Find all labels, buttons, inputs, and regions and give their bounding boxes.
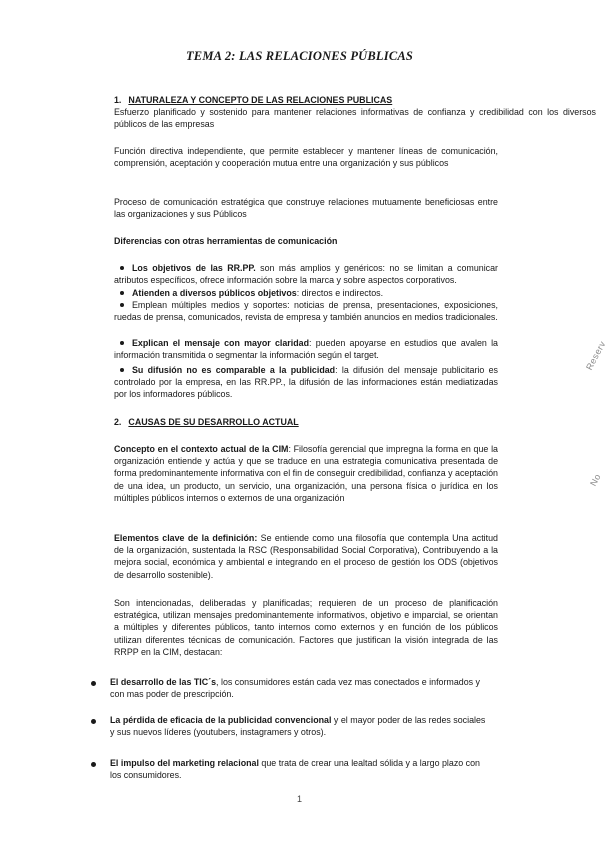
bullet-icon — [91, 719, 96, 724]
bullet-icon — [120, 368, 124, 372]
definition-2: Función directiva independiente, que permite establecer y mantener líneas de comunicación, comprensión, aceptación y cooperación mutua entre una organización y sus públicos — [114, 146, 498, 169]
factor-item: La pérdida de eficacia de la publicidad convencional y el mayor poder de las redes sociales y sus nuevos líderes (youtubers, instagramers y otros). — [110, 715, 486, 738]
bullet-icon — [91, 681, 96, 686]
factor-item: El desarrollo de las TIC´s, los consumidores están cada vez mas conectados e informados y con mas poder de prescripción. — [110, 677, 480, 700]
section1-number: 1. — [114, 95, 122, 105]
definition-3: Proceso de comunicación estratégica que construye relaciones mutuamente beneficiosas entre las organizaciones y sus Públicos — [114, 197, 498, 220]
watermark-text: No — [588, 471, 603, 488]
bullet-icon — [91, 762, 96, 767]
differences-heading: Diferencias con otras herramientas de comunicación — [114, 236, 338, 246]
page-number: 1 — [296, 794, 302, 804]
bullet-item: Emplean múltiples medios y soportes: noticias de prensa, presentaciones, exposiciones, ruedas de prensa, comunicados, revista de empresa y también anuncios en medios tradicionales. — [114, 300, 498, 323]
section1-heading-text: NATURALEZA Y CONCEPTO DE LAS RELACIONES PUBLICAS — [128, 95, 393, 105]
factor-item: El impulso del marketing relacional que trata de crear una lealtad sólida y a largo plazo con los consumidores. — [110, 758, 480, 781]
bullet-item: Los objetivos de las RR.PP. son más amplios y genéricos: no se limitan a comunicar atributos específicos, ofrece información sobre la marca y sobre aspectos corporativos. — [114, 263, 498, 286]
section2-heading — [114, 416, 299, 428]
bullet-item: Explican el mensaje con mayor claridad: pueden apoyarse en estudios que avalen la información transmitida o segmentar la información según el target. — [114, 338, 498, 361]
section2-heading-text: CAUSAS DE SU DESARROLLO ACTUAL — [128, 417, 299, 427]
intent-paragraph: Son intencionadas, deliberadas y planificadas; requieren de un proceso de planificación estratégica, utilizan mensajes predominantemente informativos, objetivo e imparcial, se orientan a múltiples y diferentes públicos, tanto internos como externos y en función de los públicos utilizan diferentes técnicas de comunicación. Factores que justifican la visión integrada de las RRPP en la CIM, destacan: — [114, 598, 498, 657]
concept-paragraph: Concepto en el contexto actual de la CIM: Filosofía gerencial que impregna la forma en que la organización entiende y actúa y que se traduce en una estrategia comunicativa presentada de forma predominantemente informativa con el fin de conseguir credibilidad, confianza y aceptación de una idea, un producto, un servicio, una organización, una persona física o jurídica en los múltiples públicos internos o externos de una organización — [114, 444, 498, 503]
bullet-icon — [120, 291, 124, 295]
document-title: TEMA 2: LAS RELACIONES PÚBLICAS — [185, 49, 414, 63]
definition-1: Esfuerzo planificado y sostenido para mantener relaciones informativas de confianza y credibilidad con los diversos públicos de las empresas — [114, 107, 596, 130]
bullet-icon — [120, 266, 124, 270]
bullet-item: Atienden a diversos públicos objetivos: directos e indirectos. — [114, 287, 498, 299]
watermark-text: Reserv — [584, 339, 608, 372]
section1-heading — [114, 94, 392, 106]
section2-number: 2. — [114, 417, 122, 427]
bullet-icon — [120, 303, 124, 307]
bullet-item: Su difusión no es comparable a la publicidad: la difusión del mensaje publicitario es controlado por la empresa, en las RR.PP., la difusión de las informaciones están mediatizadas por los informadores públicos. — [114, 365, 498, 400]
bullet-icon — [120, 341, 124, 345]
key-elements-paragraph: Elementos clave de la definición: Se entiende como una filosofía que contempla Una actitud de la organización, sustentada la RSC (Responsabilidad Social Corporativa), Contribuyendo a la mejora social, económica y ambiental e integrando en el proceso de gestión los ODS (objetivos de desarrollo sostenible). — [114, 533, 498, 580]
